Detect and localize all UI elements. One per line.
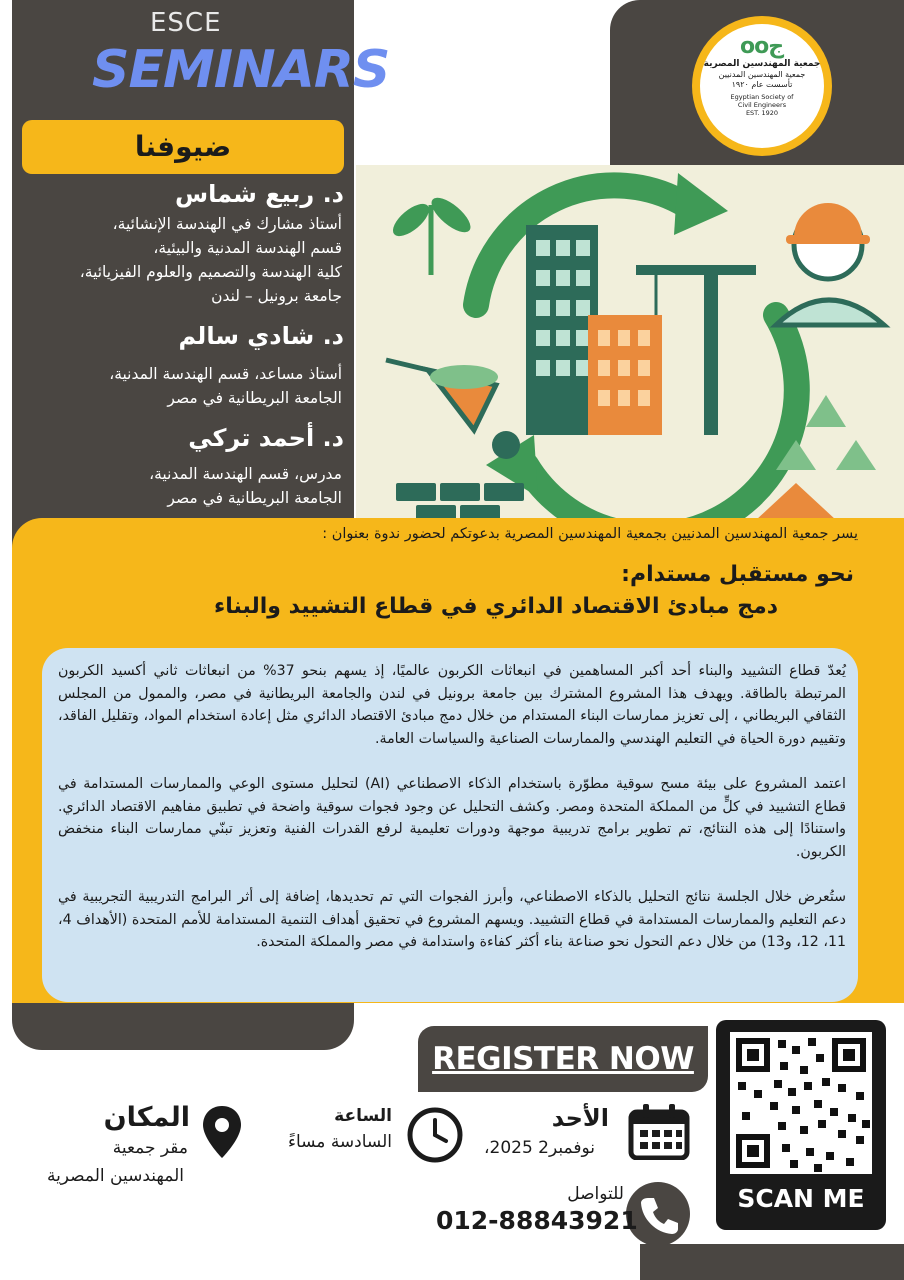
logo-arabic-name: جمعية المهندسين المصرية (703, 59, 821, 69)
logo-english-line: Civil Engineers (737, 101, 787, 109)
arrow-head-icon (674, 173, 728, 235)
logo-emblem-icon: ooج (739, 34, 785, 59)
esce-logo (700, 24, 824, 148)
bottom-strip (640, 1244, 904, 1280)
crane-icon (704, 270, 718, 435)
event-day: الأحد (551, 1104, 609, 1132)
speaker-2-name: د. شادي سالم (178, 322, 344, 350)
speaker-2-details (109, 362, 342, 410)
speaker-1-line: أستاذ مشارك في الهندسة الإنشائية، (112, 215, 342, 233)
seminars-title: SEMINARS (92, 40, 390, 100)
logo-arabic-sub: جمعية المهندسين المدنيين (718, 70, 806, 79)
speaker-3-line: الجامعة البريطانية في مصر (167, 489, 342, 507)
register-now-label: REGISTER NOW (432, 1041, 694, 1077)
time-value: السادسة مساءً (287, 1132, 392, 1152)
speaker-1-line: قسم الهندسة المدنية والبيئية، (153, 239, 342, 257)
description-paragraph-1: يُعدّ قطاع التشييد والبناء أحد أكبر المساهمين في انبعاثات الكربون عالميًا، إذ يسهم بنحو 37% من انبعاثات ثاني أكسيد الكربون المرتبطة بالطاقة. ويهدف هذا المشروع المشترك بين جامعة برونيل في لندن والجامعة البريطانية في مصر، والممول من المجلس الثقافي البريطاني ، إلى تعزيز ممارسات البناء المستدام من خلال دمج مبادئ الاقتصاد الدائري مثل إعادة استخدام المواد، وتقليل الفاقد، وتقييم دورة الحياة في التعليم الهندسي والممارسات الصناعية والسياسات العامة. (58, 663, 846, 747)
speaker-3-details (149, 462, 342, 510)
logo-english-line: EST. 1920 (745, 109, 779, 117)
location-pin-icon (200, 1104, 244, 1160)
speaker-3-name: د. أحمد تركي (188, 424, 344, 452)
seminar-title-line1: نحو مستقبل مستدام: (621, 562, 854, 587)
speaker-1-line: كلية الهندسة والتصميم والعلوم الفيزيائية، (79, 263, 342, 281)
place-line-1: مقر جمعية (112, 1138, 188, 1158)
place-label: المكان (103, 1102, 190, 1133)
guests-heading: ضيوفنا (22, 120, 344, 174)
register-now-button[interactable] (418, 1026, 708, 1092)
speaker-1-details (80, 212, 342, 308)
speaker-1-name: د. ربيع شماس (175, 180, 344, 208)
event-date: ،نوفمبر2 2025 (484, 1138, 595, 1158)
phone-number[interactable]: 012-88843921 (436, 1206, 638, 1235)
leaf-icon (426, 192, 476, 238)
place-line-2: المهندسين المصرية (46, 1166, 184, 1186)
scan-me-label: SCAN ME (737, 1184, 865, 1213)
speaker-2-line: أستاذ مساعد، قسم الهندسة المدنية، (109, 365, 342, 383)
speaker-2-line: الجامعة البريطانية في مصر (167, 389, 342, 407)
circular-construction-illustration (356, 165, 904, 525)
qr-code-icon[interactable] (730, 1032, 872, 1174)
description-paragraph-2: اعتمد المشروع على بيئة مسح سوقية مطوّرة باستخدام الذكاء الاصطناعي (AI) لتحليل مستوى الوعي والممارسات المستدامة في قطاع التشييد في كلٍّ من المملكة المتحدة ومصر. وكشف التحليل عن وجود فجوات سوقية واضحة في تطبيق مفاهيم الاقتصاد الدائري. واستنادًا إلى هذه النتائج، تم تطوير برامج تدريبية موجهة ودورات تعليمية لرفع القدرات الفنية وتعزيز تبنّي ممارسات البناء منخفض الكربون. (58, 776, 846, 860)
speaker-3-line: مدرس، قسم الهندسة المدنية، (149, 465, 342, 483)
esce-label: ESCE (150, 8, 222, 38)
calendar-icon (628, 1104, 690, 1160)
logo-english-line: Egyptian Society of (730, 93, 794, 101)
bricks-icon (396, 483, 524, 523)
seminar-title-line2: دمج مبادئ الاقتصاد الدائري في قطاع التشييد والبناء (214, 594, 778, 619)
invitation-intro: يسر جمعية المهندسين المدنيين بجمعية المهندسين المصرية بدعوتكم لحضور ندوة بعنوان : (322, 526, 858, 542)
logo-arabic-est: تأسست عام ١٩٢٠ (731, 80, 793, 89)
contact-label: للتواصل (567, 1184, 624, 1204)
description-paragraph-3: ستُعرض خلال الجلسة نتائج التحليل بالذكاء الاصطناعي، وأبرز الفجوات التي تم تحديدها، إضافة إلى أثر البرامج التدريبية التجريبية في دعم التعليم والممارسات المستدامة في قطاع التشييد. ويسهم المشروع في تحقيق أهداف التنمية المستدامة للأمم المتحدة (الأهداف 4، 11، 12، و13) من خلال دعم التحول نحو صناعة بناء أكثر كفاءة واستدامة في مصر والمملكة المتحدة. (58, 889, 846, 951)
time-label: الساعة (334, 1106, 392, 1126)
speaker-1-line: جامعة برونيل – لندن (211, 287, 342, 305)
clock-icon (406, 1106, 464, 1164)
leaf-icon (388, 198, 435, 242)
